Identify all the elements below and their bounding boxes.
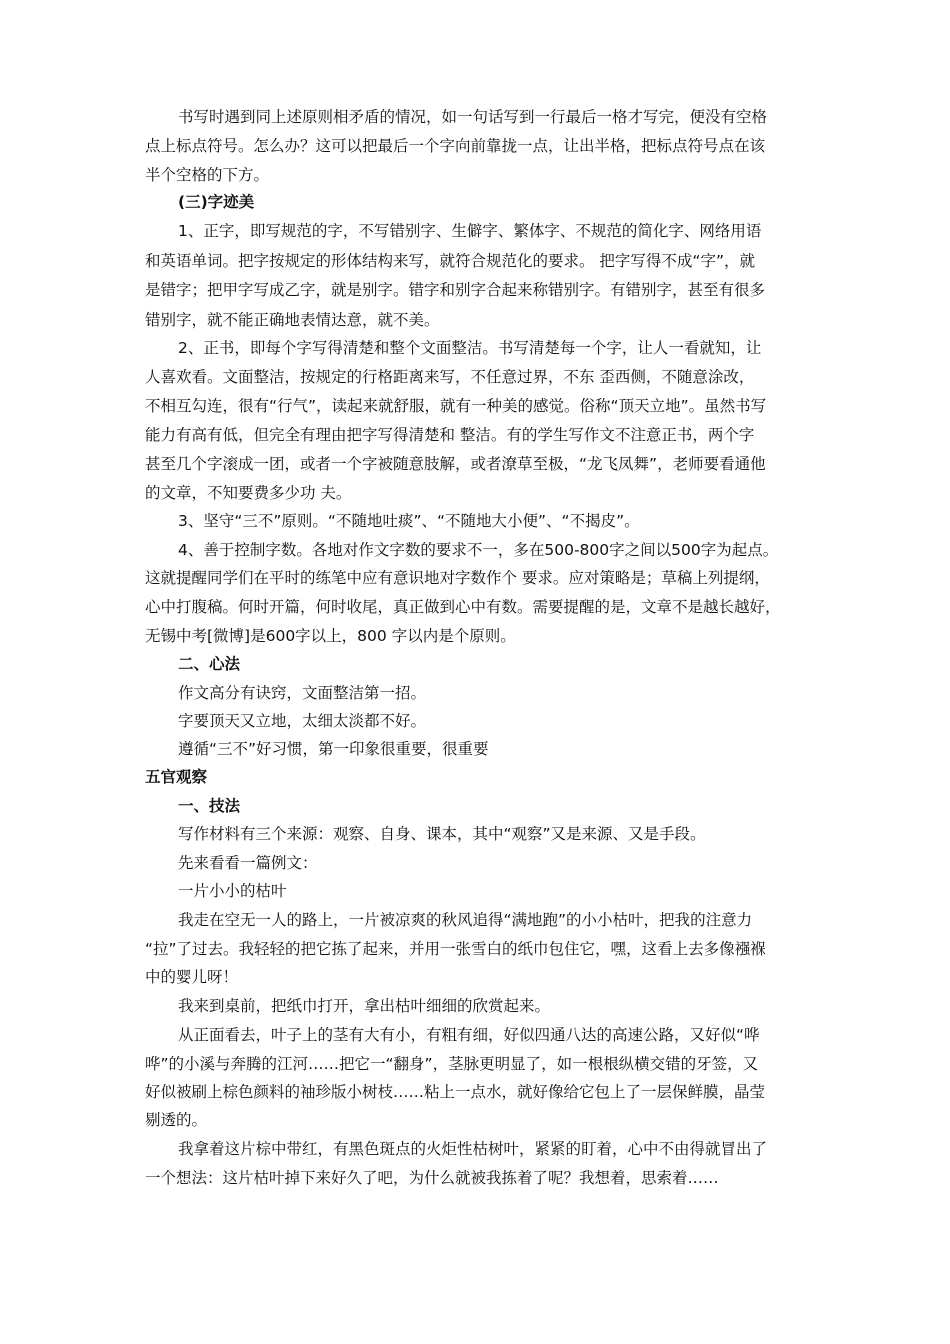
paragraph-line: 甚至几个字滚成一团，或者一个字被随意肢解，或者潦草至极，“龙飞凤舞”，老师要看通他	[145, 455, 766, 473]
paragraph-line: 好似被刷上棕色颜料的袖珍版小树枝……粘上一点水，就好像给它包上了一层保鲜膜，晶莹	[145, 1083, 766, 1101]
paragraph-line: 书写时遇到同上述原则相矛盾的情况，如一句话写到一行最后一格才写完，便没有空格	[178, 108, 768, 126]
paragraph-line: 作文高分有诀窍，文面整洁第一招。	[178, 684, 427, 702]
paragraph-line: 错别字，就不能正确地表情达意，就不美。	[145, 311, 440, 329]
paragraph-line: 1、正字，即写规范的字，不写错别字、生僻字、繁体字、不规范的简化字、网络用语	[178, 222, 762, 240]
section-heading: (三)字迹美	[178, 193, 255, 211]
paragraph-line: 4、善于控制字数。各地对作文字数的要求不一，多在500-800字之间以500字为起点。	[178, 541, 779, 559]
section-heading: 一、技法	[178, 797, 241, 815]
paragraph-line: 哗”的小溪与奔腾的江河……把它一“翻身”，茎脉更明显了，如一根根纵横交错的牙签，又	[145, 1055, 759, 1073]
paragraph-line: 2、正书，即每个字写得清楚和整个文面整洁。书写清楚每一个字，让人一看就知，让	[178, 339, 762, 357]
paragraph-line: 人喜欢看。文面整洁，按规定的行格距离来写，不任意过界，不东 歪西侧，不随意涂改，	[145, 368, 755, 386]
paragraph-line: 我拿着这片棕中带红，有黑色斑点的火炬性枯树叶，紧紧的盯着，心中不由得就冒出了	[178, 1140, 768, 1158]
paragraph-line: 剔透的。	[145, 1111, 208, 1129]
paragraph-line: 这就提醒同学们在平时的练笔中应有意识地对字数作个 要求。应对策略是；草稿上列提纲，	[145, 569, 770, 587]
paragraph-line: 点上标点符号。怎么办？这可以把最后一个字向前靠拢一点，让出半格，把标点符号点在该	[145, 137, 766, 155]
paragraph-line: 写作材料有三个来源：观察、自身、课本，其中“观察”又是来源、又是手段。	[178, 825, 706, 843]
paragraph-line: 遵循“三不”好习惯，第一印象很重要，很重要	[178, 740, 489, 758]
paragraph-line: 3、坚守“三不”原则。“不随地吐痰”、“不随地大小便”、“不揭皮”。	[178, 512, 640, 530]
paragraph-line: 一个想法：这片枯叶掉下来好久了吧，为什么就被我拣着了呢？我想着，思索着……	[145, 1169, 719, 1187]
paragraph-line: 是错字；把甲字写成乙字，就是别字。错字和别字合起来称错别字。有错别字，甚至有很多	[145, 281, 766, 299]
paragraph-line: 中的婴儿呀！	[145, 968, 239, 986]
paragraph-line: 从正面看去，叶子上的茎有大有小，有粗有细，好似四通八达的高速公路，又好似“哗	[178, 1026, 760, 1044]
paragraph-line: 的文章，不知要费多少功 夫。	[145, 484, 352, 502]
chapter-heading: 五官观察	[145, 768, 208, 786]
paragraph-line: 半个空格的下方。	[145, 166, 270, 184]
paragraph-line: 心中打腹稿。何时开篇，何时收尾，真正做到心中有数。需要提醒的是，文章不是越长越好，	[145, 598, 781, 616]
paragraph-line: 无锡中考[微博]是600字以上，800 字以内是个原则。	[145, 627, 516, 645]
section-heading: 二、心法	[178, 655, 241, 673]
paragraph-line: 和英语单词。把字按规定的形体结构来写，就符合规范化的要求。 把字写得不成“字”，就	[145, 252, 755, 270]
essay-title: 一片小小的枯叶	[178, 882, 287, 900]
paragraph-line: 字要顶天又立地，太细太淡都不好。	[178, 712, 427, 730]
paragraph-line: 不相互勾连，很有“行气”，读起来就舒服，就有一种美的感觉。俗称“顶天立地”。虽然书写	[145, 397, 767, 415]
paragraph-line: 先来看看一篇例文：	[178, 854, 318, 872]
paragraph-line: 我来到桌前，把纸巾打开，拿出枯叶细细的欣赏起来。	[178, 997, 551, 1015]
paragraph-line: “拉”了过去。我轻轻的把它拣了起来，并用一张雪白的纸巾包住它，嘿，这看上去多像襁褓	[145, 940, 766, 958]
paragraph-line: 我走在空无一人的路上，一片被凉爽的秋风追得“满地跑”的小小枯叶，把我的注意力	[178, 911, 753, 929]
paragraph-line: 能力有高有低，但完全有理由把字写得清楚和 整洁。有的学生写作文不注意正书，两个字	[145, 426, 755, 444]
